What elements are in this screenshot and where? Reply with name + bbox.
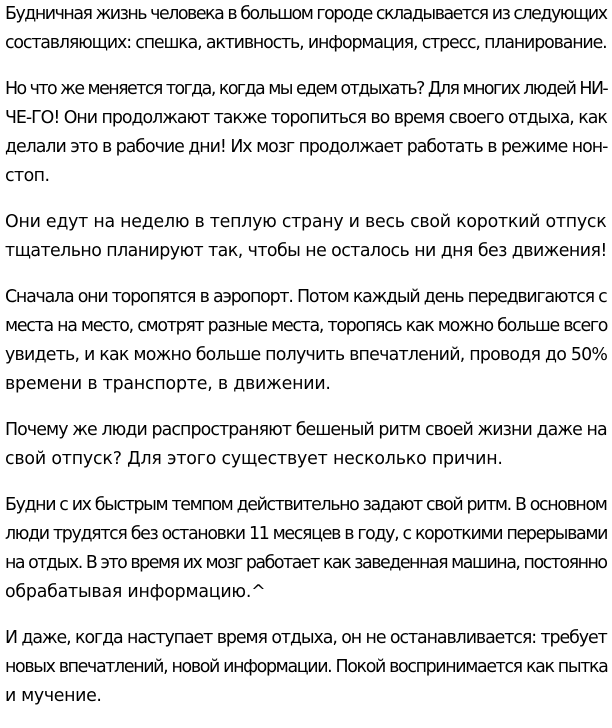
text-line: Почему же люди распространяют бешеный ритм своей жизни даже на: [5, 420, 607, 440]
paragraph-7: [5, 624, 609, 711]
text-line: делали это в рабочие дни! Их мозг продолжает работать в режиме нон-: [5, 137, 608, 157]
text-line: обрабатывая информацию.^: [5, 582, 266, 602]
article-body: [5, 0, 609, 728]
text-line: составляющих: спешка, активность, информация, стресс, планирование.: [5, 33, 607, 53]
text-line: и мучение.: [5, 686, 102, 706]
text-line: Но что же меняется тогда, когда мы едем отдыхать? Для многих людей НИ-: [5, 79, 608, 99]
text-line: свой отпуск? Для этого существует несколько причин.: [5, 449, 503, 469]
text-line: на отдых. В это время их мозг работает как заведенная машина, постоянно: [5, 553, 607, 573]
paragraph-2: [5, 75, 609, 191]
text-line: Будничная жизнь человека в большом городе складывается из следующих: [5, 4, 607, 24]
paragraph-1: [5, 0, 609, 58]
text-line: Они едут на неделю в теплую страну и весь свой короткий отпуск: [5, 212, 607, 232]
text-line: люди трудятся без остановки 11 месяцев в году, с короткими перерывами: [5, 524, 608, 544]
text-line: И даже, когда наступает время отдыха, он не останавливается: требует: [5, 628, 607, 648]
text-line: ЧЕ-ГО! Они продолжают также торопиться во время своего отдыха, как: [5, 108, 607, 128]
text-line: стоп.: [5, 166, 50, 186]
text-line: Будни с их быстрым темпом действительно задают свой ритм. В основном: [5, 495, 607, 515]
paragraph-3: [5, 208, 609, 266]
text-line: тщательно планируют так, чтобы не осталось ни дня без движения!: [5, 241, 607, 261]
paragraph-4: [5, 283, 609, 399]
text-line: увидеть, и как можно больше получить впечатлений, проводя до 50%: [5, 345, 608, 365]
paragraph-6: [5, 491, 609, 607]
text-line: места на место, смотрят разные места, торопясь как можно больше всего: [5, 316, 608, 336]
text-line: времени в транспорте, в движении.: [5, 374, 331, 394]
paragraph-5: [5, 416, 609, 474]
text-line: Сначала они торопятся в аэропорт. Потом каждый день передвигаются с: [5, 287, 607, 307]
text-line: новых впечатлений, новой информации. Покой воспринимается как пытка: [5, 657, 608, 677]
